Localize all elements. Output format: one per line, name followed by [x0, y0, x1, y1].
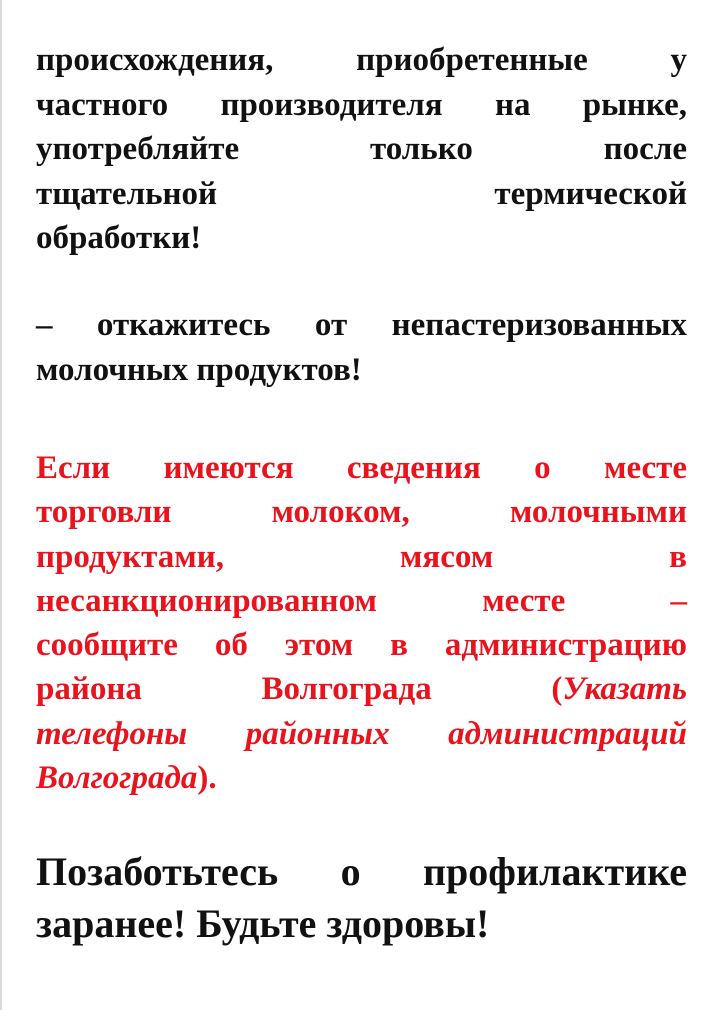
- paragraph-unpasteurized: [36, 303, 687, 392]
- text-line: несанкционированном месте –: [36, 582, 687, 619]
- text-line: молочных продуктов!: [36, 351, 362, 388]
- text-run: ).: [197, 760, 217, 797]
- text-line: тщательной термической: [36, 175, 687, 212]
- text-run: района Волгограда (: [36, 671, 563, 708]
- text-line: заранее! Будьте здоровы!: [36, 901, 490, 946]
- text-line: [36, 667, 687, 711]
- italic-run: Указать: [562, 671, 687, 708]
- text-line: употребляйте только после: [36, 131, 687, 167]
- text-line: обработки!: [36, 220, 202, 256]
- paragraph-heat-treatment: [36, 38, 687, 261]
- text-line: Если имеются сведения о месте: [36, 450, 687, 486]
- text-line: Позаботьтесь о профилактике: [36, 849, 687, 894]
- text-line: торговли молоком, молочными: [36, 494, 687, 531]
- italic-run: Волгограда: [36, 760, 198, 797]
- italic-line: телефоны районных администраций: [36, 715, 687, 752]
- paragraph-report-notice: [36, 446, 687, 800]
- text-line: сообщите об этом в администрацию: [36, 627, 687, 664]
- paragraph-closing: [36, 846, 687, 950]
- text-line: происхождения, приобретенные у: [36, 42, 687, 78]
- text-line: – откажитесь от непастеризованных: [36, 307, 687, 343]
- text-line: частного производителя на рынке,: [36, 86, 687, 123]
- text-line: продуктами, мясом в: [36, 538, 687, 575]
- text-line: [36, 756, 687, 800]
